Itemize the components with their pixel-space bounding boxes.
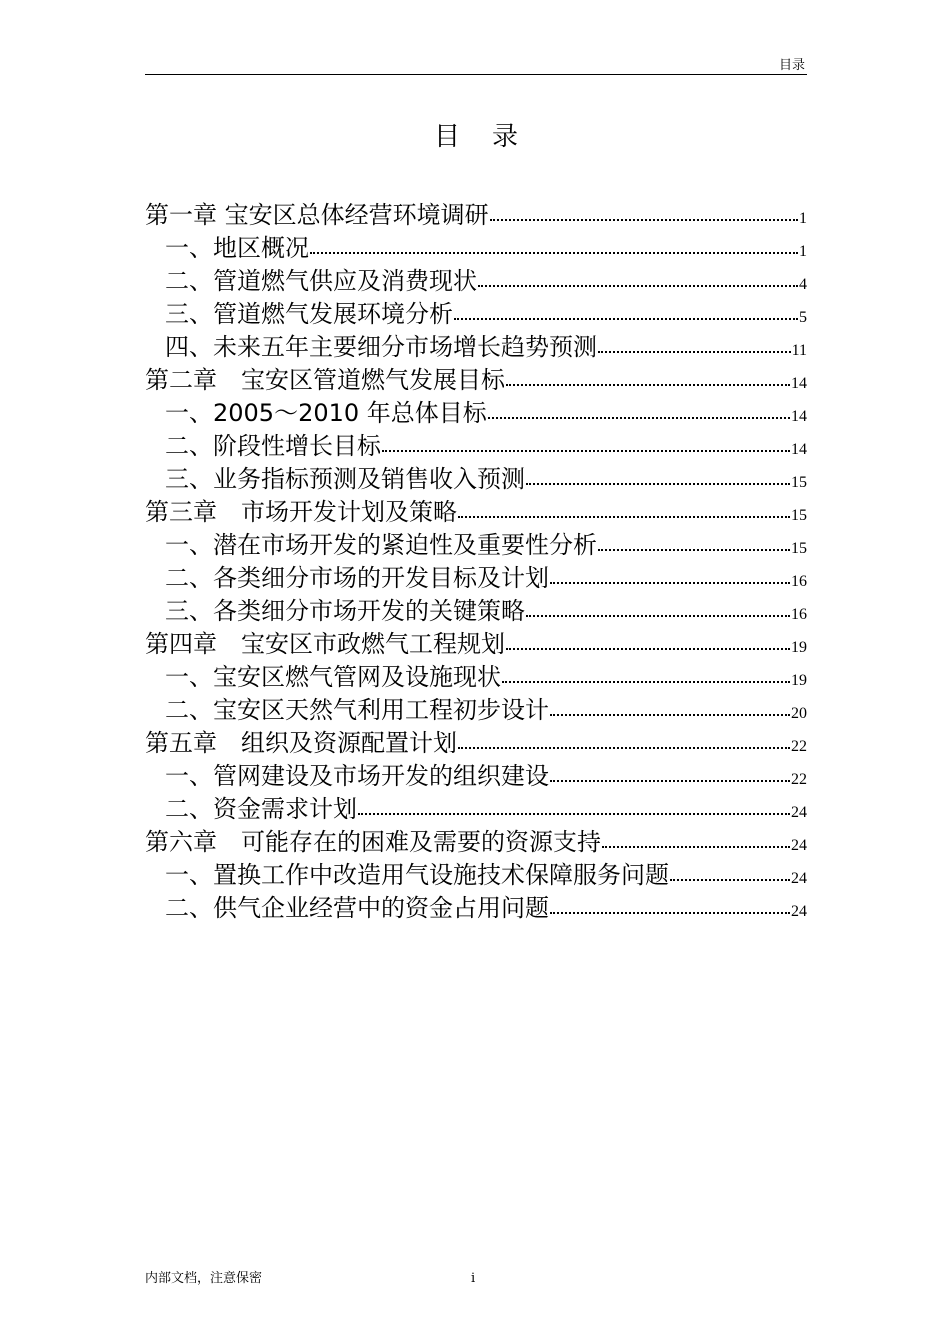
toc-chapter-entry[interactable] xyxy=(145,496,807,529)
toc-dot-leader xyxy=(458,516,790,518)
page-title xyxy=(145,120,807,154)
toc-dot-leader xyxy=(602,846,790,848)
toc-dot-leader xyxy=(458,747,790,749)
toc-entry-page-number: 19 xyxy=(791,672,807,689)
toc-entry-title: 四、未来五年主要细分市场增长趋势预测 xyxy=(165,333,597,361)
toc-dot-leader xyxy=(506,384,790,386)
toc-section-entry[interactable] xyxy=(145,430,807,463)
toc-entry-page-number: 20 xyxy=(791,705,807,722)
toc-entry-title: 第六章 可能存在的困难及需要的资源支持 xyxy=(145,828,601,856)
toc-entry-page-number: 19 xyxy=(791,639,807,656)
header-label: 目录 xyxy=(778,58,805,73)
toc-section-entry[interactable] xyxy=(145,859,807,892)
toc-dot-leader xyxy=(358,813,790,815)
toc-entry-page-number: 24 xyxy=(791,837,807,854)
header-rule xyxy=(145,74,807,75)
table-of-contents xyxy=(145,199,807,925)
toc-entry-title: 第三章 市场开发计划及策略 xyxy=(145,498,457,526)
toc-section-entry[interactable] xyxy=(145,331,807,364)
toc-chapter-entry[interactable] xyxy=(145,826,807,859)
toc-section-entry[interactable] xyxy=(145,595,807,628)
toc-dot-leader xyxy=(478,285,798,287)
toc-entry-title: 第五章 组织及资源配置计划 xyxy=(145,729,457,757)
toc-entry-page-number: 16 xyxy=(791,606,807,623)
toc-entry-page-number: 14 xyxy=(791,441,807,458)
toc-section-entry[interactable] xyxy=(145,562,807,595)
toc-entry-title: 三、各类细分市场开发的关键策略 xyxy=(165,597,525,625)
toc-entry-title: 二、资金需求计划 xyxy=(165,795,357,823)
toc-entry-title: 二、管道燃气供应及消费现状 xyxy=(165,267,477,295)
toc-entry-page-number: 14 xyxy=(791,408,807,425)
toc-dot-leader xyxy=(382,450,790,452)
toc-entry-page-number: 24 xyxy=(791,870,807,887)
toc-dot-leader xyxy=(598,351,791,353)
toc-chapter-entry[interactable] xyxy=(145,364,807,397)
toc-entry-title: 二、宝安区天然气利用工程初步设计 xyxy=(165,696,549,724)
toc-section-entry[interactable] xyxy=(145,760,807,793)
toc-chapter-entry[interactable] xyxy=(145,727,807,760)
toc-dot-leader xyxy=(488,417,790,419)
toc-dot-leader xyxy=(550,714,790,716)
toc-section-entry[interactable] xyxy=(145,793,807,826)
toc-entry-title: 二、各类细分市场的开发目标及计划 xyxy=(165,564,549,592)
toc-chapter-entry[interactable] xyxy=(145,199,807,232)
toc-section-entry[interactable] xyxy=(145,892,807,925)
toc-section-entry[interactable] xyxy=(145,265,807,298)
toc-dot-leader xyxy=(506,648,790,650)
toc-dot-leader xyxy=(550,780,790,782)
toc-entry-page-number: 22 xyxy=(791,738,807,755)
toc-entry-page-number: 24 xyxy=(791,903,807,920)
toc-dot-leader xyxy=(490,219,798,221)
toc-dot-leader xyxy=(454,318,798,320)
toc-entry-page-number: 5 xyxy=(799,309,807,326)
toc-entry-page-number: 1 xyxy=(799,210,807,227)
toc-section-entry[interactable] xyxy=(145,463,807,496)
toc-section-entry[interactable] xyxy=(145,232,807,265)
toc-entry-title: 第一章 宝安区总体经营环境调研 xyxy=(145,201,489,229)
toc-entry-title: 第四章 宝安区市政燃气工程规划 xyxy=(145,630,505,658)
toc-section-entry[interactable] xyxy=(145,529,807,562)
toc-entry-title: 一、置换工作中改造用气设施技术保障服务问题 xyxy=(165,861,669,889)
toc-entry-title: 一、管网建设及市场开发的组织建设 xyxy=(165,762,549,790)
toc-entry-page-number: 24 xyxy=(791,804,807,821)
toc-section-entry[interactable] xyxy=(145,694,807,727)
toc-section-entry[interactable] xyxy=(145,661,807,694)
toc-entry-page-number: 1 xyxy=(799,243,807,260)
toc-entry-page-number: 16 xyxy=(791,573,807,590)
toc-entry-page-number: 15 xyxy=(791,507,807,524)
toc-entry-title: 二、阶段性增长目标 xyxy=(165,432,381,460)
toc-entry-title: 三、业务指标预测及销售收入预测 xyxy=(165,465,525,493)
toc-entry-page-number: 15 xyxy=(791,540,807,557)
toc-dot-leader xyxy=(670,879,790,881)
toc-entry-title: 一、地区概况 xyxy=(165,234,309,262)
footer-page-number: i xyxy=(471,1271,476,1286)
toc-entry-title: 三、管道燃气发展环境分析 xyxy=(165,300,453,328)
footer-confidential-note: 内部文档，注意保密 xyxy=(145,1271,263,1286)
toc-entry-title: 第二章 宝安区管道燃气发展目标 xyxy=(145,366,505,394)
toc-entry-title: 一、宝安区燃气管网及设施现状 xyxy=(165,663,501,691)
toc-dot-leader xyxy=(502,681,790,683)
toc-entry-title: 一、潜在市场开发的紧迫性及重要性分析 xyxy=(165,531,597,559)
toc-entry-page-number: 22 xyxy=(791,771,807,788)
toc-entry-page-number: 14 xyxy=(791,375,807,392)
toc-section-entry[interactable] xyxy=(145,298,807,331)
toc-entry-page-number: 15 xyxy=(791,474,807,491)
toc-entry-title: 二、供气企业经营中的资金占用问题 xyxy=(165,894,549,922)
toc-section-entry[interactable] xyxy=(145,397,807,430)
page-title-part2: 录 xyxy=(492,122,519,152)
toc-entry-page-number: 4 xyxy=(799,276,807,293)
page-title-part1: 目 xyxy=(433,122,460,152)
toc-chapter-entry[interactable] xyxy=(145,628,807,661)
toc-dot-leader xyxy=(550,912,790,914)
toc-entry-page-number: 11 xyxy=(791,342,807,359)
toc-dot-leader xyxy=(598,549,790,551)
toc-entry-title: 一、2005～2010 年总体目标 xyxy=(165,399,487,427)
toc-dot-leader xyxy=(526,483,790,485)
toc-dot-leader xyxy=(526,615,790,617)
toc-dot-leader xyxy=(310,252,798,254)
toc-dot-leader xyxy=(550,582,790,584)
